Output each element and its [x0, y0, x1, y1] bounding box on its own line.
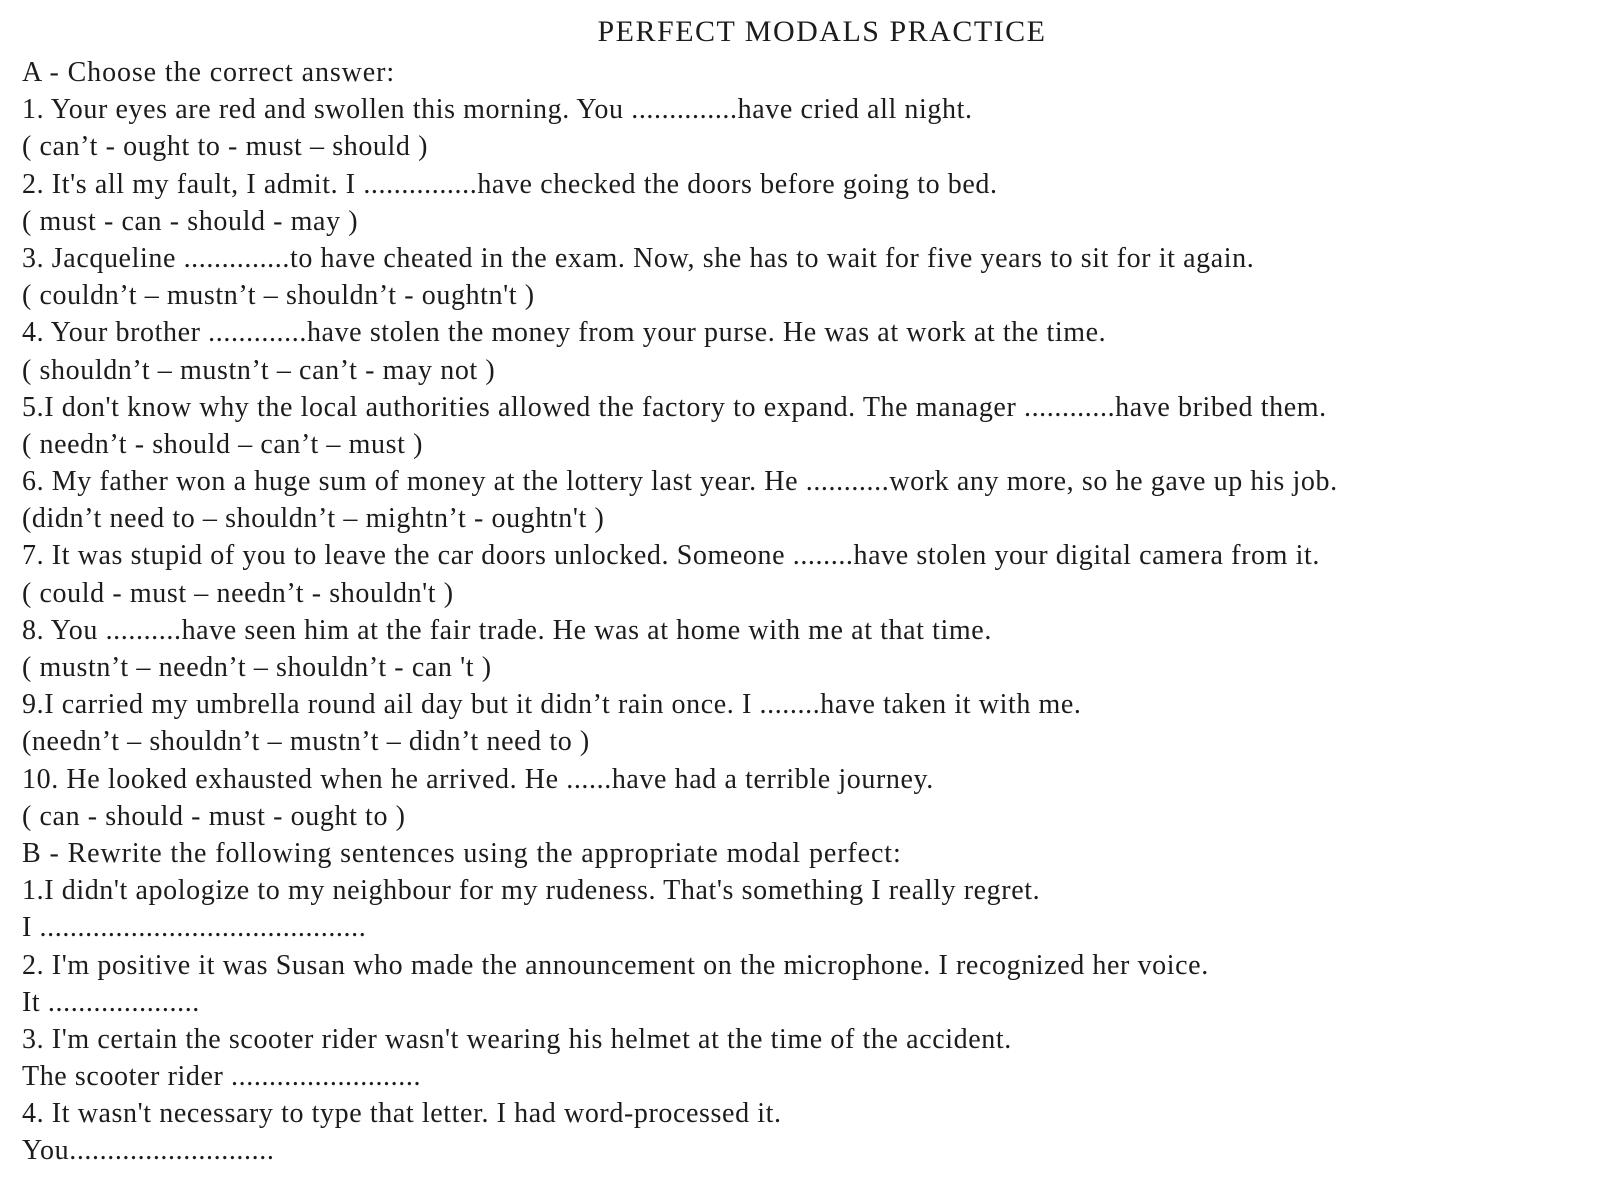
question-a8: 8. You ..........have seen him at the fair trade. He was at home with me at that time.: [22, 614, 992, 646]
page-title: PERFECT MODALS PRACTICE: [597, 15, 1047, 48]
options-a4: ( shouldn’t – mustn’t – can’t - may not ): [22, 354, 496, 386]
sentence-b3: 3. I'm certain the scooter rider wasn't wearing his helmet at the time of the accident.: [22, 1023, 1012, 1055]
answer-line-b4: You...........................: [22, 1135, 275, 1167]
options-a1: ( can’t - ought to - must – should ): [22, 131, 429, 163]
options-a3: ( couldn’t – mustn’t – shouldn’t - oughtn't ): [22, 280, 535, 312]
section-a: [22, 54, 1582, 835]
question-a6: 6. My father won a huge sum of money at the lottery last year. He ...........work any more, so he gave up his job.: [22, 466, 1338, 498]
question-a9: 9.I carried my umbrella round ail day but it didn’t rain once. I ........have taken it with me.: [22, 689, 1082, 721]
question-a2: 2. It's all my fault, I admit. I ...............have checked the doors before going to bed.: [22, 168, 998, 200]
section-b-heading: B - Rewrite the following sentences using the appropriate modal perfect:: [22, 837, 902, 869]
question-a3: 3. Jacqueline ..............to have cheated in the exam. Now, she has to wait for five years to sit for it again.: [22, 242, 1255, 274]
worksheet: [22, 12, 1582, 1170]
answer-line-b3: The scooter rider .........................: [22, 1061, 422, 1093]
options-a8: ( mustn’t – needn’t – shouldn’t - can 't ): [22, 652, 492, 683]
answer-line-b2: It ....................: [22, 986, 200, 1018]
section-a-heading: A - Choose the correct answer:: [22, 57, 395, 88]
options-a6: (didn’t need to – shouldn’t – mightn’t - oughtn't ): [22, 503, 605, 535]
question-a10: 10. He looked exhausted when he arrived. He ......have had a terrible journey.: [22, 763, 934, 795]
sentence-b1: 1.I didn't apologize to my neighbour for my rudeness. That's something I really regret.: [22, 875, 1041, 907]
sentence-b2: 2. I'm positive it was Susan who made the announcement on the microphone. I recognized her voice.: [22, 949, 1209, 981]
question-a4: 4. Your brother .............have stolen the money from your purse. He was at work at the time.: [22, 317, 1107, 349]
options-a9: (needn’t – shouldn’t – mustn’t – didn’t need to ): [22, 726, 590, 758]
options-a10: ( can - should - must - ought to ): [22, 800, 406, 832]
question-a5: 5.I don't know why the local authorities allowed the factory to expand. The manager ............have bribed them.: [22, 391, 1327, 423]
options-a7: ( could - must – needn’t - shouldn't ): [22, 577, 454, 609]
section-b: [22, 835, 1582, 1170]
options-a2: ( must - can - should - may ): [22, 205, 359, 237]
answer-line-b1: I ...........................................: [22, 912, 367, 944]
sentence-b4: 4. It wasn't necessary to type that letter. I had word-processed it.: [22, 1098, 782, 1130]
question-a7: 7. It was stupid of you to leave the car doors unlocked. Someone ........have stolen your digital camera from it.: [22, 540, 1320, 572]
options-a5: ( needn’t - should – can’t – must ): [22, 428, 424, 460]
question-a1: 1. Your eyes are red and swollen this morning. You ..............have cried all night.: [22, 94, 973, 126]
